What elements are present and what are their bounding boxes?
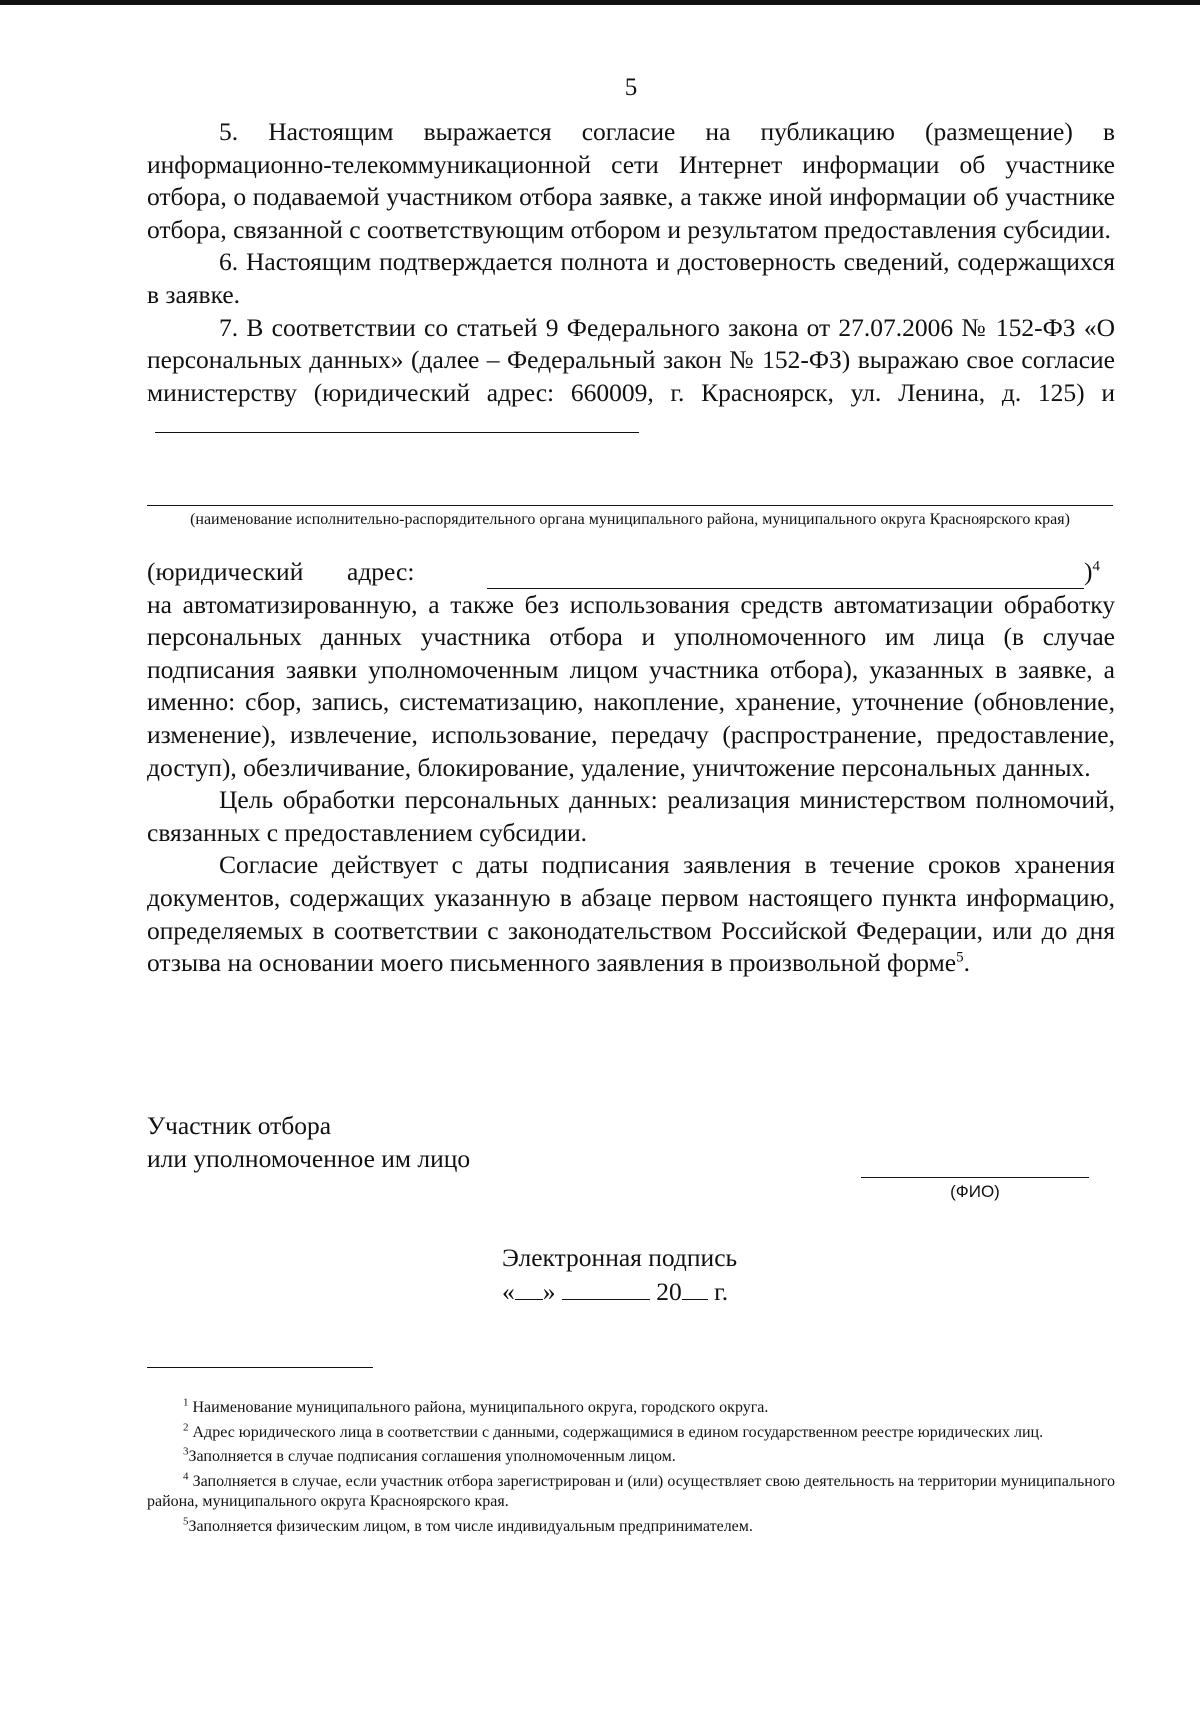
date-open-quote: « <box>502 1277 515 1306</box>
processing-consent-text: на автоматизированную, а также без использования средств автоматизации обработку персональных данных участника отбора и уполномоченного им лица (в случае подписания заявки уполномоченным лицом участника отбора), указанных в заявке, а именно: сбор, запись, систематизацию, накопление, хранение, уточнение (обновление, изменение), извлечение, использование, передачу (распространение, предоставление, доступ), обезличивание, блокирование, удаление, уничтожение персональных данных. <box>147 589 1115 782</box>
fio-caption: (ФИО) <box>950 1182 1000 1201</box>
consent-validity-body: Согласие действует с даты подписания заявления в течение сроков хранения документов, содержащих указанную в абзаце первом настоящего пункта информацию, определяемых в соответствии с законодательством Российской Федерации, или до дня отзыва на основании моего письменного заявления в произвольной форме <box>147 850 1115 978</box>
legal-address-close-paren: ) <box>1084 557 1093 586</box>
legal-address-close <box>1084 556 1100 589</box>
footnote-5-text: Заполняется физическим лицом, в том числе индивидуальным предпринимателем. <box>188 1517 753 1535</box>
electronic-signature-title: Электронная подпись <box>502 1243 738 1272</box>
footnote-2 <box>147 1423 1115 1444</box>
footnote-ref-5: 5 <box>956 949 964 966</box>
footnote-separator <box>147 1367 373 1368</box>
year-blank <box>682 1279 708 1300</box>
paragraph-6: 6. Настоящим подтверждается полнота и достоверность сведений, содержащихся в заявке. <box>147 247 1115 309</box>
footnote-5-mark: 5 <box>183 1515 189 1528</box>
legal-address-label-1: (юридический <box>147 557 304 586</box>
consent-validity-text <box>147 849 1115 979</box>
footnote-3-text: Заполняется в случае подписания соглашения уполномоченным лицом. <box>188 1448 676 1465</box>
signer-line-1: Участник отбора <box>147 1111 332 1140</box>
footnote-4 <box>147 1472 1115 1513</box>
organization-name-caption: (наименование исполнительно-распорядительного органа муниципального района, муниципального округа Красноярского края) <box>190 511 1070 528</box>
legal-address-label-2: адрес: <box>347 557 415 586</box>
consent-continuation <box>147 556 1115 980</box>
paragraph-5: 5. Настоящим выражается согласие на публикацию (размещение) в информационно-телекоммуникационной сети Интернет информации об участнике отбора, о подаваемой участником отбора заявке, а также иной информации об участнике отбора, связанной с соответствующим отбором и результатом предоставления субсидии. <box>147 117 1115 244</box>
footnote-ref-4: 4 <box>1092 558 1100 575</box>
page-number: 5 <box>624 74 638 101</box>
fio-signature-line <box>861 1177 1089 1178</box>
date-close-quote: » <box>542 1277 556 1306</box>
organization-name-blank <box>155 410 639 433</box>
month-blank <box>562 1279 650 1300</box>
signer-block <box>147 1109 470 1175</box>
footnote-1-mark: 1 <box>183 1396 189 1409</box>
footnotes <box>147 1398 1115 1541</box>
consent-body <box>147 116 1115 442</box>
footnote-1-text: Наименование муниципального района, муниципального округа, городского округа. <box>192 1399 769 1416</box>
signature-date-line <box>502 1275 737 1309</box>
footnote-2-text: Адрес юридического лица в соответствии с данными, содержащимися в едином государственном реестре юридических лиц. <box>192 1423 1044 1441</box>
year-prefix: 20 <box>656 1277 682 1306</box>
electronic-signature-block <box>502 1241 737 1309</box>
footnote-3 <box>147 1447 1115 1468</box>
year-suffix: г. <box>714 1277 729 1306</box>
footnote-1 <box>147 1398 1115 1419</box>
footnote-2-mark: 2 <box>183 1421 189 1434</box>
footnote-4-text: Заполняется в случае, если участник отбора зарегистрирован и (или) осуществляет свою деятельность на территории муниципального района, муниципального округа Красноярского края. <box>147 1472 1115 1510</box>
legal-address-line <box>147 556 1115 589</box>
footnote-5 <box>147 1517 1115 1538</box>
day-blank <box>515 1279 543 1300</box>
signer-line-2: или уполномоченное им лицо <box>147 1144 471 1173</box>
footnote-4-mark: 4 <box>183 1470 189 1483</box>
paragraph-7-lead <box>147 312 1115 442</box>
paragraph-7-text: 7. В соответствии со статьей 9 Федерального закона от 27.07.2006 № 152-ФЗ «О персональных данных» (далее – Федеральный закон № 152-ФЗ) выражаю свое согласие министерству (юридический адрес: 660009, г. Красноярск, ул. Ленина, д. 125) и <box>147 312 1115 407</box>
footnote-3-mark: 3 <box>183 1445 189 1458</box>
organization-name-line <box>147 505 1113 506</box>
scan-top-edge <box>0 0 1200 5</box>
legal-address-blank <box>487 564 1084 589</box>
processing-purpose-text: Цель обработки персональных данных: реализация министерством полномочий, связанных с предоставлением субсидии. <box>147 785 1115 847</box>
consent-validity-end: . <box>963 948 970 978</box>
